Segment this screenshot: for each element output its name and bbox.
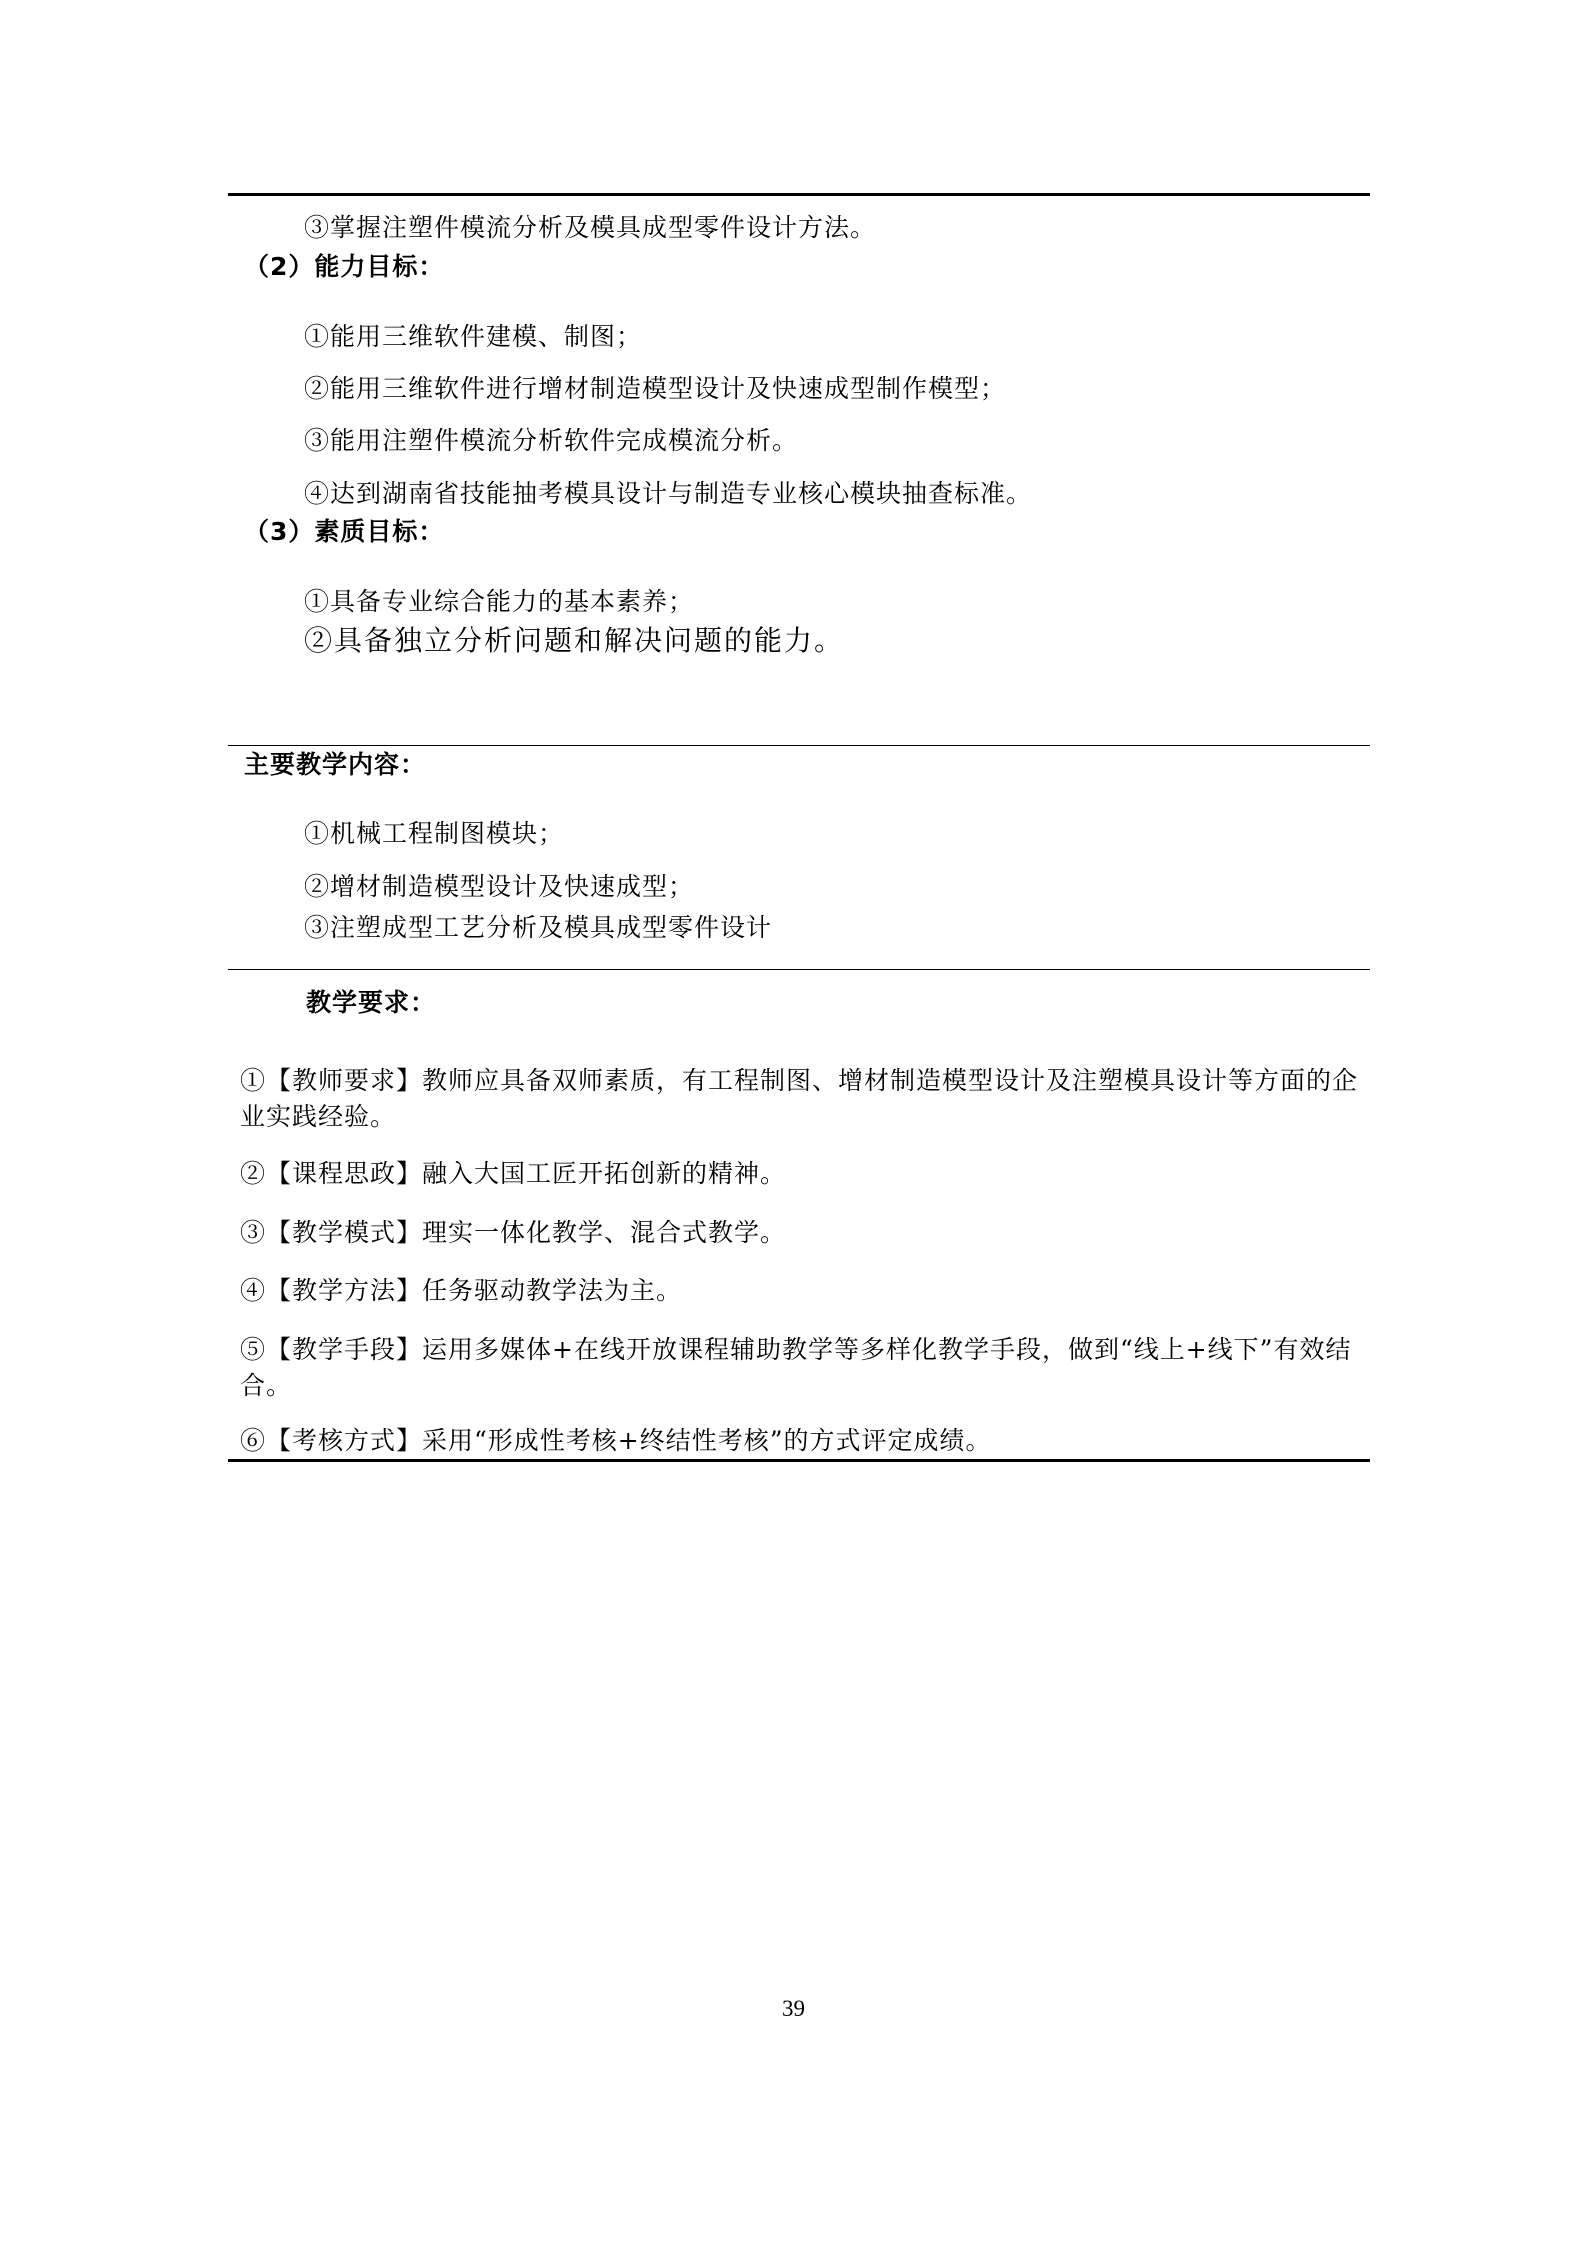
table-bottom-border <box>228 1459 1370 1462</box>
teaching-content-heading: 主要教学内容： <box>244 750 427 779</box>
ability-objective-item: ①能用三维软件建模、制图； <box>304 322 643 351</box>
teaching-requirement-item: ④【教学方法】任务驱动教学法为主。 <box>240 1276 683 1305</box>
teaching-content-item: ①机械工程制图模块； <box>304 819 565 848</box>
table-top-border <box>228 193 1370 196</box>
quality-objective-item: ①具备专业综合能力的基本素养； <box>304 587 695 616</box>
teaching-content-item: ③注塑成型工艺分析及模具成型零件设计 <box>304 913 773 942</box>
ability-objective-item: ④达到湖南省技能抽考模具设计与制造专业核心模块抽查标准。 <box>304 479 1033 508</box>
teaching-requirement-item: ②【课程思政】融入大国工匠开拓创新的精神。 <box>240 1159 787 1188</box>
knowledge-objective-item: ③掌握注塑件模流分析及模具成型零件设计方法。 <box>304 213 877 242</box>
ability-objective-item: ②能用三维软件进行增材制造模型设计及快速成型制作模型； <box>304 374 1007 403</box>
teaching-requirement-item: ③【教学模式】理实一体化教学、混合式教学。 <box>240 1218 787 1247</box>
teaching-content-item: ②增材制造模型设计及快速成型； <box>304 872 695 901</box>
section-divider <box>228 969 1370 970</box>
ability-objective-item: ③能用注塑件模流分析软件完成模流分析。 <box>304 426 799 455</box>
teaching-requirements-heading: 教学要求： <box>306 988 437 1017</box>
section-divider <box>228 745 1370 746</box>
quality-objectives-heading: （3）素质目标： <box>244 517 445 546</box>
teaching-requirement-item: ⑤【教学手段】运用多媒体+在线开放课程辅助教学等多样化教学手段，做到“线上+线下”有效结合。 <box>240 1335 1352 1400</box>
ability-objectives-heading: （2）能力目标： <box>244 252 445 281</box>
quality-objective-item: ②具备独立分析问题和解决问题的能力。 <box>304 624 845 657</box>
page-number: 39 <box>782 1996 805 2021</box>
teaching-requirement-item: ①【教师要求】教师应具备双师素质，有工程制图、增材制造模型设计及注塑模具设计等方面的企业实践经验。 <box>240 1066 1359 1131</box>
teaching-requirement-item: ⑥【考核方式】采用“形成性考核+终结性考核”的方式评定成绩。 <box>240 1426 992 1455</box>
